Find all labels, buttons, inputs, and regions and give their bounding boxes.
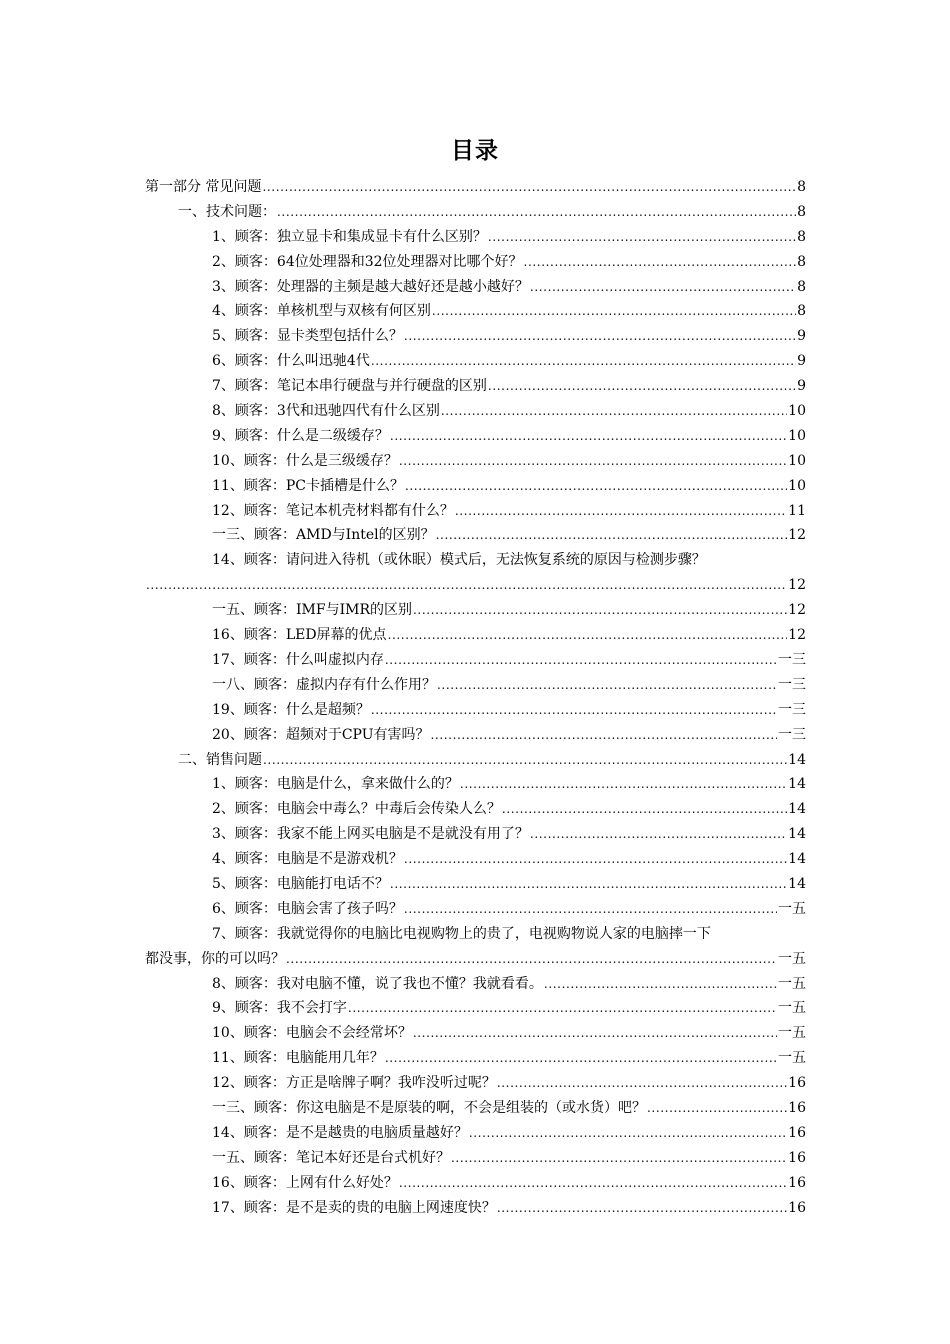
toc-page-number: 12 — [788, 602, 806, 619]
toc-entry-text: 5、顾客：显卡类型包括什么？ — [212, 328, 403, 345]
dot-leader — [544, 972, 777, 997]
dot-leader — [455, 499, 787, 524]
toc-entry-text: 20、顾客：超频对于CPU有害吗？ — [212, 726, 430, 743]
toc-entry[interactable] — [145, 499, 806, 524]
dot-leader — [385, 648, 777, 673]
toc-entry-text: 11、顾客：电脑能用几年？ — [212, 1050, 384, 1067]
toc-entry-text: 19、顾客：什么是超频？ — [212, 701, 370, 718]
toc-entry-text: 5、顾客：电脑能打电话不？ — [212, 875, 389, 892]
toc-entry[interactable] — [145, 349, 806, 374]
page-title: 目录 — [451, 138, 499, 164]
toc-page-number: 12 — [788, 577, 806, 594]
toc-entry-text: 2、顾客：电脑会中毒么？中毒后会传染人么？ — [212, 801, 501, 818]
toc-page-number: 一三 — [778, 651, 806, 668]
dot-leader — [277, 200, 796, 225]
toc-entry[interactable] — [145, 548, 806, 598]
toc-page-number: 一五 — [778, 900, 806, 917]
dot-leader — [371, 698, 777, 723]
dot-leader — [524, 250, 797, 275]
toc-entry-text: 7、顾客：笔记本串行硬盘与并行硬盘的区别 — [212, 378, 487, 395]
toc-entry[interactable] — [145, 996, 806, 1021]
toc-page-number: 8 — [797, 179, 806, 195]
toc-page-number: 9 — [797, 353, 806, 370]
toc-entry-text: 一三、顾客：你这电脑是不是原装的啊，不会是组装的（或水货）吧？ — [212, 1099, 646, 1116]
toc-page-number: 一五 — [778, 1050, 806, 1067]
toc-entry[interactable] — [145, 797, 806, 822]
toc-entry-text: 7、顾客：我就觉得你的电脑比电视购物上的贵了，电视购物说人家的电脑摔一下 — [212, 925, 711, 942]
dot-leader — [286, 947, 777, 972]
toc-entry-text: 4、顾客：单核机型与双核有何区别 — [212, 303, 431, 320]
toc-page-number: 14 — [788, 776, 806, 793]
toc-entry-text: 9、顾客：什么是二级缓存？ — [212, 427, 389, 444]
toc-page-number: 8 — [797, 228, 806, 245]
toc-entry[interactable] — [145, 1171, 806, 1196]
toc-entry-text: 一八、顾客：虚拟内存有什么作用？ — [212, 676, 436, 693]
toc-entry[interactable] — [145, 449, 806, 474]
toc-page-number: 8 — [797, 278, 806, 295]
toc-entry-text: 14、顾客：请问进入待机（或休眠）模式后，无法恢复系统的原因与检测步骤？ — [212, 552, 706, 569]
toc-entry-text: 16、顾客：上网有什么好处？ — [212, 1174, 398, 1191]
dot-leader — [436, 523, 788, 548]
toc-entry[interactable] — [145, 250, 806, 275]
toc-entry[interactable] — [145, 648, 806, 673]
toc-entry-text: 10、顾客：什么是三级缓存？ — [212, 452, 398, 469]
toc-entry[interactable] — [145, 847, 806, 872]
toc-entry-text: 12、顾客：方正是啥牌子啊？我咋没听过呢？ — [212, 1075, 496, 1092]
toc-entry-text: 8、顾客：3代和迅驰四代有什么区别 — [212, 403, 440, 420]
dot-leader — [441, 399, 787, 424]
dot-leader — [497, 1196, 787, 1221]
toc-entry-text: 9、顾客：我不会打字 — [212, 1000, 347, 1017]
toc-page-number: 9 — [797, 328, 806, 345]
toc-page-number: 10 — [788, 403, 806, 420]
dot-leader — [497, 1071, 787, 1096]
toc-page-number: 12 — [788, 627, 806, 644]
toc-entry-text: 第一部分 常见问题 — [145, 179, 262, 195]
toc-page-number: 一三 — [778, 701, 806, 718]
toc-page-number: 10 — [788, 427, 806, 444]
toc-entry-text: 3、顾客：我家不能上网买电脑是不是就没有用了？ — [212, 826, 529, 843]
toc-page-number: 16 — [788, 1099, 806, 1116]
toc-page-number: 一五 — [778, 1000, 806, 1017]
dot-leader — [146, 573, 787, 598]
dot-leader — [469, 1121, 787, 1146]
toc-entry-text: 6、顾客：电脑会害了孩子吗？ — [212, 900, 403, 917]
dot-leader — [390, 424, 787, 449]
toc-entry[interactable] — [145, 598, 806, 623]
toc-entry[interactable] — [145, 1146, 806, 1171]
toc-entry-text: 1、顾客：电脑是什么，拿来做什么的？ — [212, 776, 459, 793]
dot-leader — [348, 996, 777, 1021]
toc-entry[interactable] — [145, 1046, 806, 1071]
toc-page-number: 10 — [788, 477, 806, 494]
toc-entry-text: 17、顾客：什么叫虚拟内存 — [212, 651, 384, 668]
toc-entry[interactable] — [145, 822, 806, 847]
toc-entry-text: 16、顾客：LED屏幕的优点 — [212, 627, 387, 644]
toc-page-number: 14 — [788, 751, 806, 768]
dot-leader — [405, 474, 787, 499]
toc-entry-text-continued: 都没事，你的可以吗？ — [145, 950, 285, 967]
dot-leader — [371, 349, 796, 374]
dot-leader — [502, 797, 787, 822]
toc-page-number: 一三 — [778, 676, 806, 693]
toc-page-number: 14 — [788, 875, 806, 892]
toc-entry-text: 6、顾客：什么叫迅驰4代 — [212, 353, 370, 370]
toc-entry[interactable] — [145, 1196, 806, 1221]
toc-entry[interactable] — [145, 225, 806, 250]
dot-leader — [413, 598, 787, 623]
toc-entry[interactable] — [145, 623, 806, 648]
toc-page-number: 9 — [797, 378, 806, 395]
toc-entry[interactable] — [145, 897, 806, 922]
dot-leader — [388, 623, 788, 648]
dot-leader — [647, 1096, 787, 1121]
toc-entry-text: 3、顾客：处理器的主频是越大越好还是越小越好？ — [212, 278, 529, 295]
dot-leader — [437, 673, 777, 698]
dot-leader — [404, 324, 796, 349]
toc-entry[interactable] — [145, 374, 806, 399]
toc-entry-text: 14、顾客：是不是越贵的电脑质量越好？ — [212, 1124, 468, 1141]
toc-entry-text: 8、顾客：我对电脑不懂，说了我也不懂？我就看看。 — [212, 975, 543, 992]
toc-entry[interactable] — [145, 723, 806, 748]
dot-leader — [390, 872, 787, 897]
dot-leader — [413, 1021, 777, 1046]
toc-page-number: 一五 — [778, 975, 806, 992]
toc-entry[interactable] — [145, 1121, 806, 1146]
dot-leader — [399, 1171, 787, 1196]
toc-page-number: 14 — [788, 801, 806, 818]
toc-entry[interactable] — [145, 673, 806, 698]
toc-page-number: 12 — [788, 527, 806, 544]
toc-entry[interactable] — [145, 972, 806, 997]
toc-entry[interactable] — [145, 523, 806, 548]
toc-entry-text: 1、顾客：独立显卡和集成显卡有什么区别？ — [212, 228, 487, 245]
toc-entry-text: 2、顾客：64位处理器和32位处理器对比哪个好？ — [212, 253, 523, 270]
dot-leader — [530, 822, 787, 847]
dot-leader — [460, 772, 787, 797]
toc-entry[interactable] — [145, 1071, 806, 1096]
toc-entry-text: 11、顾客：PC卡插槽是什么？ — [212, 477, 404, 494]
toc-page-number: 16 — [788, 1174, 806, 1191]
toc-entry[interactable] — [145, 299, 806, 324]
toc-entry[interactable] — [145, 698, 806, 723]
dot-leader — [488, 225, 796, 250]
dot-leader — [399, 449, 787, 474]
toc-entry[interactable] — [145, 772, 806, 797]
toc-entry[interactable] — [145, 748, 806, 773]
toc-entry-text: 17、顾客：是不是卖的贵的电脑上网速度快？ — [212, 1199, 496, 1216]
toc-page-number: 一五 — [778, 1025, 806, 1042]
dot-leader — [404, 847, 787, 872]
toc-entry[interactable] — [145, 474, 806, 499]
toc-page-number: 10 — [788, 452, 806, 469]
toc-entry[interactable] — [145, 872, 806, 897]
toc-page-number: 8 — [797, 203, 806, 220]
dot-leader — [385, 1046, 777, 1071]
toc-entry-text: 12、顾客：笔记本机壳材料都有什么？ — [212, 502, 454, 519]
toc-entry[interactable] — [145, 175, 806, 200]
toc-entry-text: 一五、顾客：笔记本好还是台式机好？ — [212, 1149, 450, 1166]
dot-leader — [263, 748, 787, 773]
toc-page-number: 16 — [788, 1149, 806, 1166]
toc-page-number: 16 — [788, 1075, 806, 1092]
toc-page-number: 16 — [788, 1199, 806, 1216]
dot-leader — [262, 175, 796, 200]
toc-page-number: 14 — [788, 851, 806, 868]
dot-leader — [431, 723, 778, 748]
toc-entry[interactable] — [145, 200, 806, 225]
toc-entry-text: 一五、顾客：IMF与IMR的区别 — [212, 602, 412, 619]
toc-page-number: 一三 — [778, 726, 806, 743]
toc-entry[interactable] — [145, 324, 806, 349]
toc-entry[interactable] — [145, 399, 806, 424]
dot-leader — [432, 299, 796, 324]
table-of-contents — [145, 175, 806, 1220]
toc-entry[interactable] — [145, 922, 806, 972]
toc-entry-text: 10、顾客：电脑会不会经常坏？ — [212, 1025, 412, 1042]
toc-page-number: 8 — [797, 303, 806, 320]
dot-leader — [530, 275, 796, 300]
toc-entry-text: 一、技术问题： — [178, 203, 276, 220]
toc-page-number: 16 — [788, 1124, 806, 1141]
dot-leader — [451, 1146, 787, 1171]
toc-page-number: 11 — [788, 502, 806, 519]
toc-page-number: 14 — [788, 826, 806, 843]
dot-leader — [488, 374, 796, 399]
toc-entry[interactable] — [145, 1021, 806, 1046]
toc-entry-text: 二、销售问题 — [178, 751, 262, 768]
toc-entry[interactable] — [145, 424, 806, 449]
dot-leader — [404, 897, 777, 922]
toc-page-number: 一五 — [778, 950, 806, 967]
toc-entry[interactable] — [145, 1096, 806, 1121]
toc-page-number: 8 — [797, 253, 806, 270]
toc-entry-text: 4、顾客：电脑是不是游戏机？ — [212, 851, 403, 868]
toc-entry[interactable] — [145, 275, 806, 300]
toc-entry-text: 一三、顾客：AMD与Intel的区别？ — [212, 527, 435, 544]
